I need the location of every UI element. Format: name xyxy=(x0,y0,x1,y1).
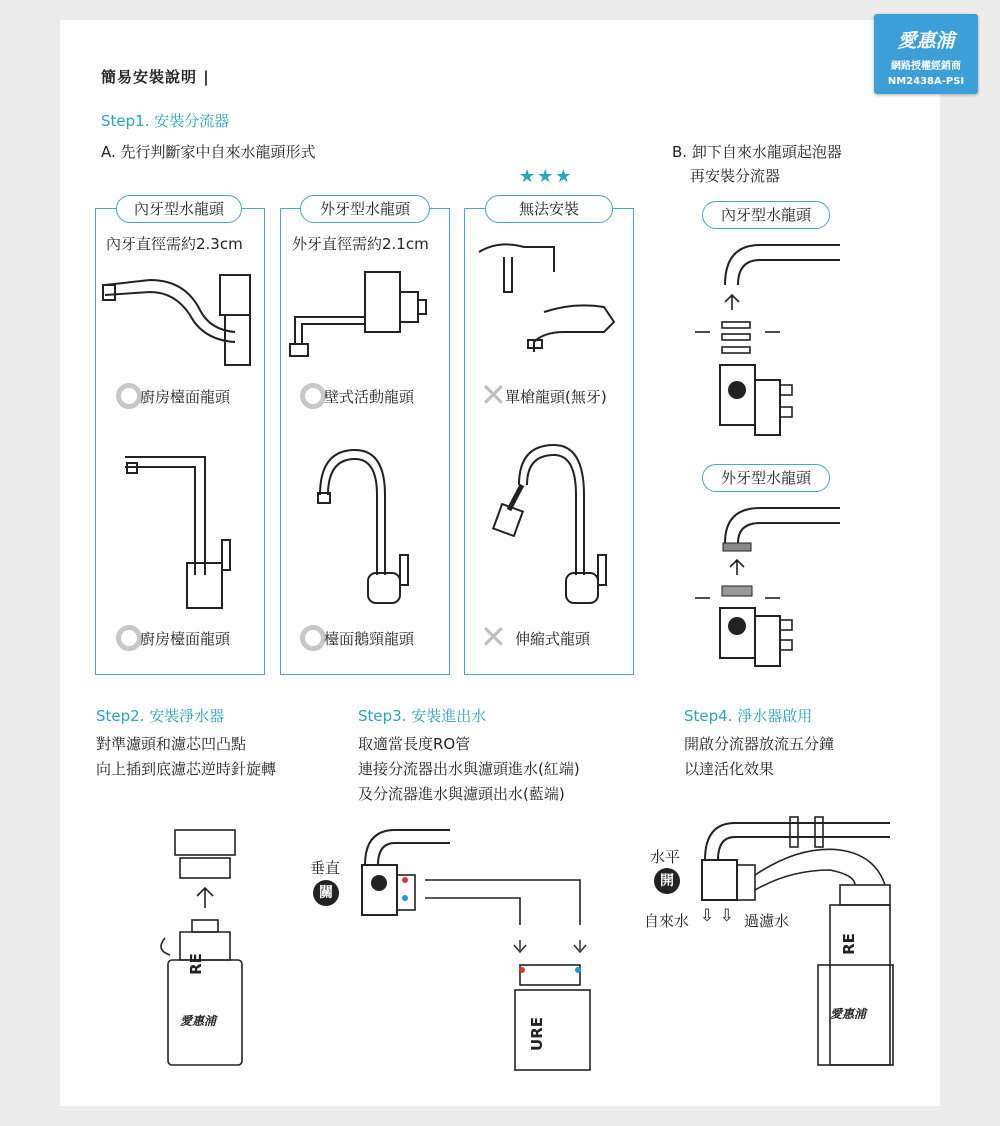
pill-not-installable: 無法安裝 xyxy=(485,195,613,223)
filter-side-label-step3: URE xyxy=(527,1017,546,1051)
step4-line2: 以達活化效果 xyxy=(684,760,775,778)
step4-title: Step4. 淨水器啟用 xyxy=(684,707,813,725)
pull-out-faucet-icon xyxy=(464,445,634,615)
step2-title: Step2. 安裝淨水器 xyxy=(96,707,225,725)
spec-inner: 內牙直徑需約2.3cm xyxy=(106,235,243,253)
filter-brand-step4: 愛惠浦 xyxy=(830,1007,867,1021)
tap-water-label: 自來水 xyxy=(644,912,690,930)
step1-part-b-line2: 再安裝分流器 xyxy=(690,167,781,185)
tube-connection-icon xyxy=(350,825,610,1070)
ok-mark xyxy=(116,625,142,651)
step4-line1: 開啟分流器放流五分鐘 xyxy=(684,735,835,753)
diverter-outer-icon xyxy=(680,498,850,673)
dealer-badge xyxy=(874,14,978,94)
wall-faucet-icon xyxy=(280,262,450,372)
step3-line1: 取適當長度RO管 xyxy=(358,735,471,753)
spec-outer: 外牙直徑需約2.1cm xyxy=(292,235,429,253)
filter-side-label: RE xyxy=(186,953,205,975)
gooseneck-faucet-icon xyxy=(280,445,450,615)
pill-b-inner: 內牙型水龍頭 xyxy=(702,201,830,229)
activation-icon xyxy=(690,815,900,1070)
page-title: 簡易安裝說明 | xyxy=(101,68,210,86)
filter-brand: 愛惠浦 xyxy=(180,1014,217,1028)
down-arrow-icon: ⇩ ⇩ xyxy=(700,906,734,926)
step1-part-b-line1: B. 卸下自來水龍頭起泡器 xyxy=(672,143,842,161)
pill-b-outer: 外牙型水龍頭 xyxy=(702,464,830,492)
dealer-code: NM2438A-PSI xyxy=(887,76,965,87)
step2-line1: 對準濾頭和濾芯凹凸點 xyxy=(96,735,247,753)
item-kitchen-2: 廚房檯面龍頭 xyxy=(140,630,231,648)
filter-side-label-step4: RE xyxy=(839,933,858,955)
item-kitchen-1: 廚房檯面龍頭 xyxy=(140,388,231,406)
filter-install-icon xyxy=(160,820,270,1070)
horizontal-label: 水平 xyxy=(650,848,681,866)
ok-mark xyxy=(300,625,326,651)
step3-line3: 及分流器進水與濾頭出水(藍端) xyxy=(358,785,565,803)
item-gooseneck: 檯面鵝頸龍頭 xyxy=(324,630,415,648)
diverter-inner-icon xyxy=(680,235,850,440)
kitchen-faucet-1-icon xyxy=(95,260,265,380)
step3-title: Step3. 安裝進出水 xyxy=(358,707,487,725)
kitchen-faucet-2-icon xyxy=(95,445,265,615)
ok-mark xyxy=(300,383,326,409)
dealer-text: 網路授權經銷商 xyxy=(891,61,961,72)
closed-indicator: 關 xyxy=(313,880,339,906)
ok-mark xyxy=(116,383,142,409)
step1-part-a: A. 先行判斷家中自來水龍頭形式 xyxy=(101,143,316,161)
brand-logo: 愛惠浦 xyxy=(897,30,955,52)
item-single-lever: 單槍龍頭(無牙) xyxy=(505,388,607,406)
pill-outer-thread: 外牙型水龍頭 xyxy=(300,195,430,223)
step3-line2: 連接分流器出水與濾頭進水(紅端) xyxy=(358,760,580,778)
star-rating: ★★★ xyxy=(519,166,574,187)
pill-inner-thread: 內牙型水龍頭 xyxy=(116,195,242,223)
single-lever-faucet-icon xyxy=(464,232,634,362)
filtered-water-label: 過濾水 xyxy=(744,912,790,930)
step2-line2: 向上插到底濾芯逆時針旋轉 xyxy=(96,760,277,778)
no-mark: ✕ xyxy=(480,618,507,656)
vertical-label: 垂直 xyxy=(310,859,341,877)
no-mark: ✕ xyxy=(480,376,507,414)
item-wall-faucet: 壁式活動龍頭 xyxy=(324,388,415,406)
step1-title: Step1. 安裝分流器 xyxy=(101,112,230,130)
open-indicator: 開 xyxy=(654,868,680,894)
item-pull-out: 伸縮式龍頭 xyxy=(515,630,591,648)
